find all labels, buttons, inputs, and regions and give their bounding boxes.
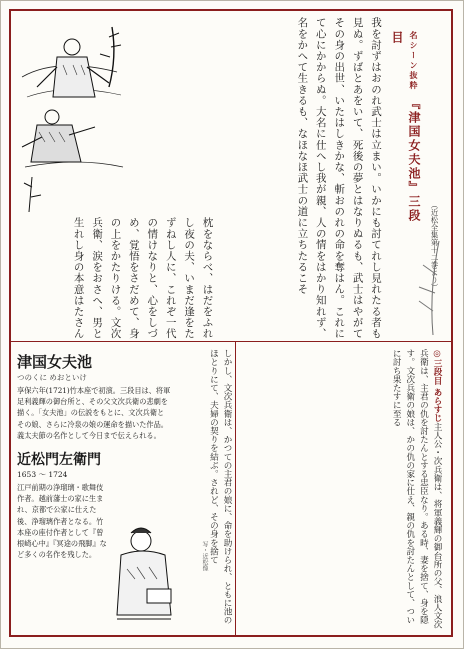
reed-decoration [393, 231, 445, 335]
work-description: 享保六年(1721)竹本座で初演。三段目は、将軍足利義輝の御台所と、その父文次兵衛の悲劇を描く。「女夫池」の伝説をもとに、文次兵衛とその娘、さらに冷泉の娘の運命を描いた作品。義太夫節の名作として今日まで伝えられる。 [17, 386, 171, 440]
work-reading: つのくに めおといけ [17, 373, 87, 382]
scene-label: 名シーン抜粋 [409, 31, 419, 91]
title-column [390, 31, 423, 231]
work-title: 津国女夫池 [17, 353, 93, 371]
page-title: 『津国女夫池』三段目 [390, 31, 421, 224]
source-note: （近松全集第十二巻より） [430, 201, 439, 291]
horizontal-divider [11, 341, 451, 342]
credit: 写・近松像 [201, 541, 208, 571]
synopsis [243, 349, 443, 631]
woodblock-illustration [17, 17, 127, 217]
synopsis-continued: しかし、文次兵衛は、かつての主君の娘に、命を助けられ、ともに池のほとりにて、夫婦の契りを結ぶ。されど、その身を捨て [208, 349, 232, 625]
main-paragraph: 枕をならべ、はだをふれし夜の夫、いまだ逢をたずねし人に、これぞ一代の情けなりと、心をしづめ、覚悟をさだめて、身の上をかたりける。文次兵衛、涙をおさへ、男と生れし身の本意はたさん [72, 217, 214, 340]
vertical-divider [235, 341, 236, 635]
author-dates: 1653 ～ 1724 [17, 470, 68, 480]
synopsis-body: 主人公・次兵衛は、将軍義輝の御台所の父、浪人文次兵衛は、主君の仇を討たんとする忠臣なり。ある時、妻を捨て、身を隠す。文次兵衛の娘は、かの仇の家に仕え、親の仇を討たんとして、ついに討ち果たすに至る [391, 349, 442, 629]
author-portrait [113, 519, 175, 629]
info-panel [17, 349, 171, 631]
author-description: 江戸前期の浄瑠璃・歌舞伎作者。越前藩士の家に生まれ、京都で公家に仕えた後、浄瑠璃作者となる。竹本座の座付作者として『曾根崎心中』『冥途の飛脚』など多くの名作を残した。 [17, 483, 107, 560]
main-text [17, 217, 227, 341]
synopsis-heading: ◎三段目 あらすじ [432, 349, 442, 423]
intro-paragraph: 我を討ずはおのれ武士は立まい。いかにも討てれし見れたる者も見ぬ。ずばとあをいて、死後の夢とはなりぬるも、武士はやがてその身の出世、いたはしきかな、斬おのれの命を奪はん。これにて心にかからぬ。大名に仕へし我が親、人の情をはかり知れず、名をかへて生きるも、なほなほ武士の道に立ちたるこそ [296, 17, 382, 339]
author-name: 近松門左衛門 [17, 452, 101, 469]
